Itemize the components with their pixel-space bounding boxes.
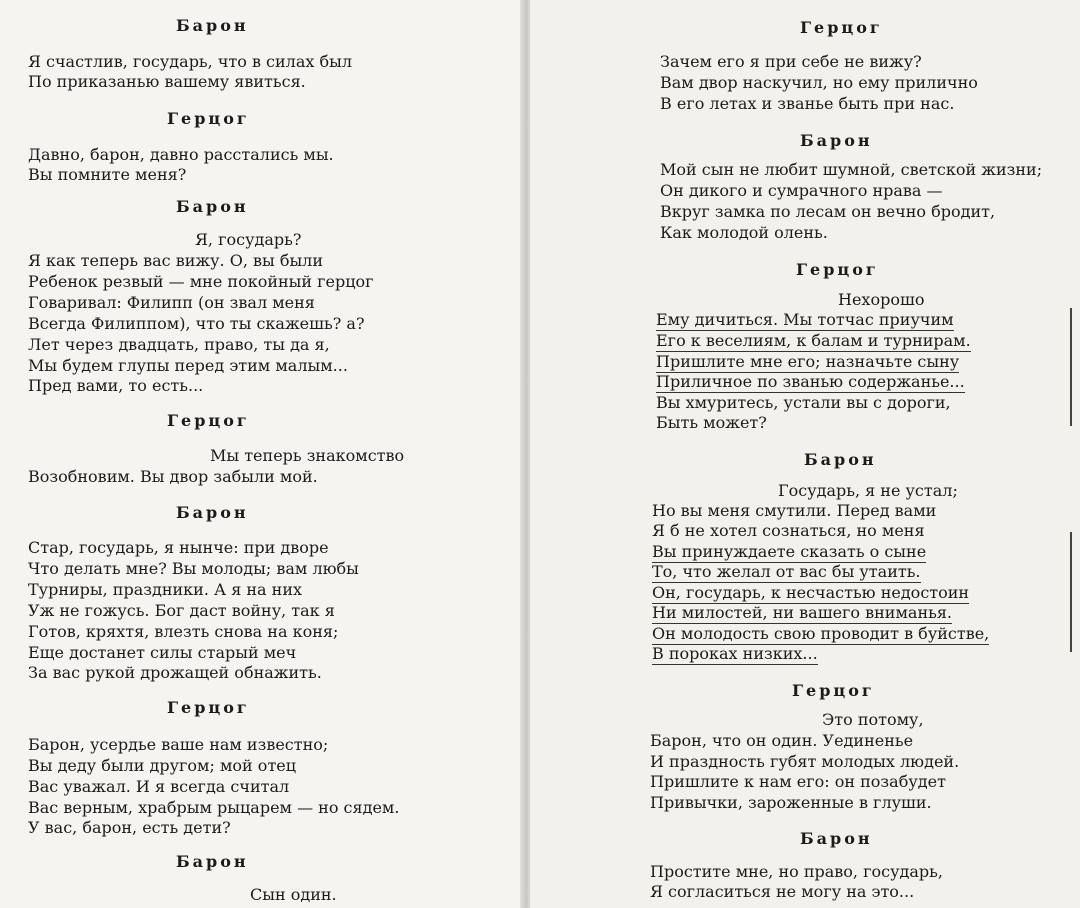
verse-line: По приказанью вашему явиться. bbox=[28, 72, 306, 91]
verse-line: Но вы меня смутили. Перед вами bbox=[652, 501, 937, 520]
verse-line-underlined: В пороках низких... bbox=[652, 644, 818, 663]
verse-line: Вы помните меня? bbox=[28, 165, 187, 184]
verse-line: Как молодой олень. bbox=[660, 223, 828, 242]
verse-line: Сын один. bbox=[250, 885, 337, 904]
speaker-heading: Барон bbox=[176, 503, 249, 522]
verse-line: Это потому, bbox=[822, 710, 924, 729]
verse-line: Государь, я не устал; bbox=[778, 481, 958, 500]
verse-line: Вас верным, храбрым рыцарем — но сядем. bbox=[28, 798, 400, 817]
margin-pencil-mark bbox=[1070, 308, 1072, 426]
verse-line: Турниры, праздники. А я на них bbox=[28, 580, 303, 599]
verse-line-underlined: Приличное по званью содержанье... bbox=[656, 372, 965, 391]
verse-line: Вас уважал. И я всегда считал bbox=[28, 777, 290, 796]
verse-line: Пришлите к нам его: он позабудет bbox=[650, 772, 946, 791]
verse-line: Быть может? bbox=[656, 413, 767, 432]
speaker-heading: Барон bbox=[176, 197, 249, 216]
verse-line: Я согласиться не могу на это... bbox=[650, 882, 915, 901]
verse-line: Вы хмуритесь, устали вы с дороги, bbox=[656, 393, 951, 412]
verse-line: Готов, кряхтя, влезть снова на коня; bbox=[28, 622, 339, 641]
verse-line: Барон, что он один. Уединенье bbox=[650, 731, 914, 750]
verse-line-underlined: То, что желал от вас бы утаить. bbox=[652, 562, 921, 581]
verse-line: Барон, усердье ваше нам известно; bbox=[28, 735, 329, 754]
speaker-heading: Герцог bbox=[167, 109, 250, 128]
speaker-heading: Барон bbox=[800, 131, 873, 150]
speaker-heading: Герцог bbox=[796, 260, 879, 279]
verse-line: Говаривал: Филипп (он звал меня bbox=[28, 293, 315, 312]
speaker-heading: Барон bbox=[800, 829, 873, 848]
verse-line: Стар, государь, я нынче: при дворе bbox=[28, 538, 329, 557]
speaker-heading: Барон bbox=[804, 450, 877, 469]
verse-line: Лет через двадцать, право, ты да я, bbox=[28, 335, 330, 354]
verse-line: Что делать мне? Вы молоды; вам любы bbox=[28, 559, 359, 578]
verse-line-underlined: Ни милостей, ни вашего вниманья. bbox=[652, 603, 953, 622]
verse-line-underlined: Он, государь, к несчастью недостоин bbox=[652, 583, 970, 602]
verse-line: Пред вами, то есть... bbox=[28, 376, 204, 395]
speaker-heading: Герцог bbox=[792, 681, 875, 700]
speaker-heading: Герцог bbox=[800, 18, 883, 37]
verse-line: Еще достанет силы старый меч bbox=[28, 643, 297, 662]
speaker-heading: Герцог bbox=[167, 698, 250, 717]
verse-line: Давно, барон, давно расстались мы. bbox=[28, 145, 334, 164]
verse-line-underlined: Пришлите мне его; назначьте сыну bbox=[656, 352, 960, 371]
verse-line: Вы деду были другом; мой отец bbox=[28, 756, 297, 775]
verse-line: Мой сын не любит шумной, светской жизни; bbox=[660, 160, 1043, 179]
verse-line: Всегда Филиппом), что ты скажешь? а? bbox=[28, 314, 365, 333]
verse-line: Уж не гожусь. Бог даст войну, так я bbox=[28, 601, 335, 620]
margin-pencil-mark bbox=[1070, 532, 1072, 652]
speaker-heading: Барон bbox=[176, 852, 249, 871]
speaker-heading: Герцог bbox=[167, 411, 250, 430]
verse-line: Я как теперь вас вижу. О, вы были bbox=[28, 251, 324, 270]
verse-line: Простите мне, но право, государь, bbox=[650, 862, 943, 881]
verse-line-underlined: Он молодость свою проводит в буйстве, bbox=[652, 624, 990, 643]
verse-line: У вас, барон, есть дети? bbox=[28, 818, 231, 837]
verse-line: В его летах и званье быть при нас. bbox=[660, 94, 955, 113]
left-page bbox=[0, 0, 526, 908]
verse-line: Вкруг замка по лесам он вечно бродит, bbox=[660, 202, 996, 221]
verse-line: Возобновим. Вы двор забыли мой. bbox=[28, 467, 318, 486]
verse-line: Мы будем глупы перед этим малым... bbox=[28, 356, 348, 375]
verse-line-underlined: Его к веселиям, к балам и турнирам. bbox=[656, 331, 971, 350]
verse-line: Мы теперь знакомство bbox=[210, 446, 405, 465]
speaker-heading: Барон bbox=[176, 16, 249, 35]
verse-line: Привычки, зароженные в глуши. bbox=[650, 793, 932, 812]
verse-line: Я, государь? bbox=[195, 230, 302, 249]
verse-line-underlined: Ему дичиться. Мы тотчас приучим bbox=[656, 310, 954, 329]
verse-line: Ребенок резвый — мне покойный герцог bbox=[28, 272, 374, 291]
verse-line-underlined: Вы принуждаете сказать о сыне bbox=[652, 542, 927, 561]
verse-line: Зачем его я при себе не вижу? bbox=[660, 52, 922, 71]
verse-line: Я б не хотел сознаться, но меня bbox=[652, 521, 925, 540]
verse-line: За вас рукой дрожащей обнажить. bbox=[28, 663, 322, 682]
right-page bbox=[530, 0, 1080, 908]
verse-line: И праздность губят молодых людей. bbox=[650, 752, 960, 771]
verse-line: Он дикого и сумрачного нрава — bbox=[660, 181, 943, 200]
verse-line: Нехорошо bbox=[838, 290, 925, 309]
verse-line: Вам двор наскучил, но ему прилично bbox=[660, 73, 978, 92]
verse-line: Я счастлив, государь, что в силах был bbox=[28, 52, 353, 71]
